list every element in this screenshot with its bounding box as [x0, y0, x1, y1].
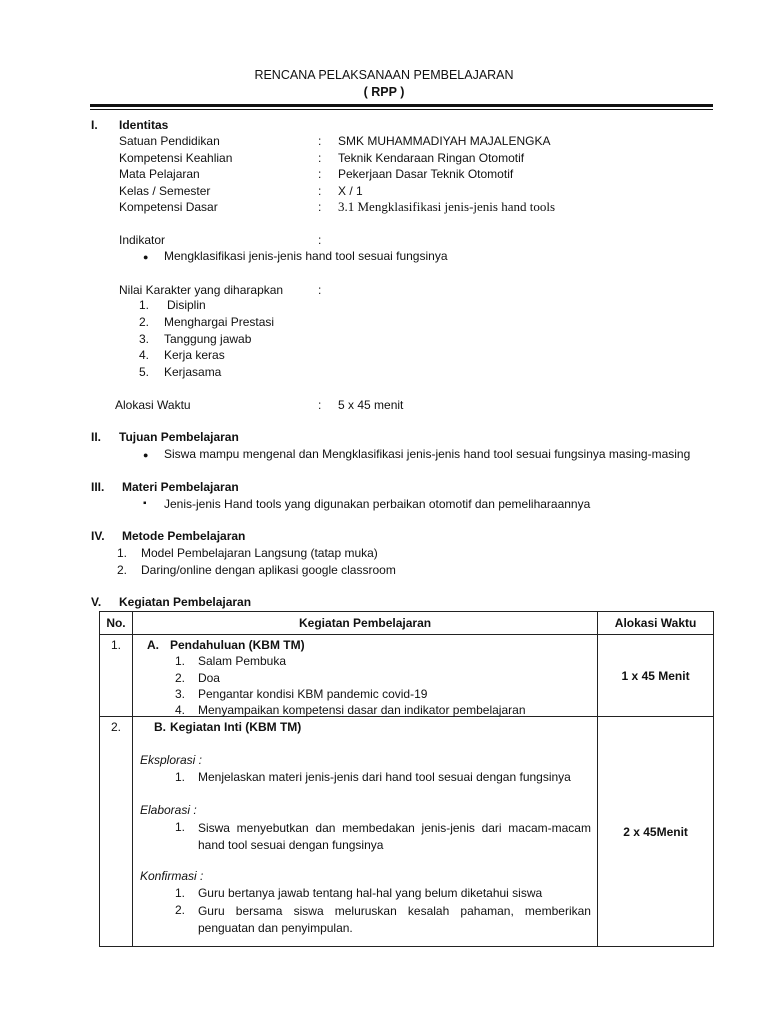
list-number: 3. — [139, 332, 150, 346]
document-subtitle: ( RPP ) — [363, 85, 405, 99]
list-item: Doa — [197, 671, 220, 685]
row-number-cell — [100, 635, 133, 717]
section-title: Pendahuluan (KBM TM) — [169, 638, 305, 652]
identitas-label: Kelas / Semester — [119, 184, 211, 198]
section-title: Kegiatan Inti (KBM TM) — [169, 720, 302, 734]
identitas-separator: : — [318, 200, 322, 214]
section-number: III. — [91, 480, 105, 494]
list-number: 5. — [139, 365, 150, 379]
section-heading-kegiatan: Kegiatan Pembelajaran — [119, 595, 252, 609]
table-row — [100, 635, 714, 717]
identitas-separator: : — [318, 134, 322, 148]
identitas-value: Teknik Kendaraan Ringan Otomotif — [338, 151, 525, 165]
identitas-value: SMK MUHAMMADIYAH MAJALENGKA — [338, 134, 551, 148]
section-letter: B. — [153, 720, 166, 734]
section-heading-identitas: Identitas — [119, 118, 169, 132]
list-number: 1. — [174, 654, 185, 668]
identitas-label: Kompetensi Dasar — [119, 200, 218, 214]
document-title: RENCANA PELAKSANAAN PEMBELAJARAN — [254, 68, 514, 82]
list-item: Menyampaikan kompetensi dasar dan indikator pembelajaran — [197, 703, 526, 717]
metode-item: Model Pembelajaran Langsung (tatap muka) — [141, 546, 378, 560]
section-number: IV. — [91, 529, 105, 543]
karakter-item: Tanggung jawab — [164, 332, 252, 346]
karakter-item: Menghargai Prestasi — [164, 315, 275, 329]
identitas-separator: : — [318, 184, 322, 198]
list-number: 2. — [139, 315, 150, 329]
column-header-kegiatan: Kegiatan Pembelajaran — [132, 612, 597, 635]
section-number: II. — [91, 430, 102, 444]
bullet-icon: ● — [143, 252, 149, 262]
activity-cell — [132, 635, 597, 717]
eksplorasi-label: Eksplorasi : — [139, 753, 202, 767]
indikator-item: Mengklasifikasi jenis-jenis hand tool sesuai fungsinya — [164, 249, 448, 263]
identitas-value: X / 1 — [338, 184, 363, 198]
list-number: 2. — [174, 903, 185, 917]
indikator-separator: : — [318, 233, 322, 247]
identitas-label: Mata Pelajaran — [119, 167, 200, 181]
list-item: Menjelaskan materi jenis-jenis dari hand tool sesuai dengan fungsinya — [197, 770, 571, 784]
karakter-label: Nilai Karakter yang diharapkan — [119, 283, 284, 297]
identitas-value: 3.1 Mengklasifikasi jenis-jenis hand tools — [338, 199, 556, 214]
metode-item: Daring/online dengan aplikasi google classroom — [141, 563, 396, 577]
list-number: 3. — [174, 687, 185, 701]
activity-cell — [132, 717, 597, 947]
section-number: I. — [91, 118, 98, 132]
identitas-separator: : — [318, 167, 322, 181]
identitas-label: Kompetensi Keahlian — [119, 151, 233, 165]
list-number: 2. — [117, 563, 128, 577]
list-number: 1. — [174, 820, 185, 834]
square-bullet-icon: ▪ — [143, 498, 147, 509]
section-number: V. — [91, 595, 102, 609]
alokasi-value: 5 x 45 menit — [338, 398, 404, 412]
karakter-item: Disiplin — [167, 298, 206, 312]
activity-content — [133, 717, 597, 946]
section-heading-tujuan: Tujuan Pembelajaran — [119, 430, 239, 444]
alokasi-cell — [598, 635, 714, 717]
row-number: 2. — [110, 720, 121, 734]
list-number: 4. — [139, 348, 150, 362]
list-item: Pengantar kondisi KBM pandemic covid-19 — [197, 687, 428, 701]
list-item: Guru bertanya jawab tentang hal-hal yang belum diketahui siswa — [197, 886, 543, 900]
title-rule-thin — [90, 109, 713, 110]
section-heading-materi: Materi Pembelajaran — [122, 480, 239, 494]
elaborasi-label: Elaborasi : — [139, 803, 197, 817]
list-number: 2. — [174, 671, 185, 685]
indikator-label: Indikator — [119, 233, 166, 247]
activity-content — [133, 635, 597, 716]
alokasi-waktu-value: 2 x 45Menit — [623, 824, 688, 839]
identitas-label: Satuan Pendidikan — [119, 134, 220, 148]
karakter-item: Kerjasama — [164, 365, 222, 379]
kegiatan-table — [99, 611, 714, 947]
bullet-icon: ● — [143, 450, 149, 460]
list-item: Salam Pembuka — [197, 654, 287, 668]
table-header-row — [100, 612, 714, 635]
section-letter: A. — [146, 638, 159, 652]
alokasi-cell — [598, 717, 714, 947]
list-number: 4. — [174, 703, 185, 717]
table-row — [100, 717, 714, 947]
column-header-no: No. — [100, 612, 133, 635]
section-heading-metode: Metode Pembelajaran — [122, 529, 246, 543]
title-rule-thick — [90, 104, 713, 107]
materi-item: Jenis-jenis Hand tools yang digunakan perbaikan otomotif dan pemeliharaannya — [164, 497, 591, 511]
identitas-value: Pekerjaan Dasar Teknik Otomotif — [338, 167, 514, 181]
karakter-separator: : — [318, 283, 322, 297]
list-item: Guru bersama siswa meluruskan kesalah pahaman, memberikan penguatan dan penyimpulan. — [197, 904, 591, 935]
list-number: 1. — [174, 770, 185, 784]
karakter-item: Kerja keras — [164, 348, 225, 362]
list-number: 1. — [174, 886, 185, 900]
alokasi-separator: : — [318, 398, 322, 412]
identitas-separator: : — [318, 151, 322, 165]
column-header-alokasi: Alokasi Waktu — [598, 612, 714, 635]
alokasi-waktu-value: 1 x 45 Menit — [621, 668, 690, 683]
list-number: 1. — [117, 546, 128, 560]
tujuan-item: Siswa mampu mengenal dan Mengklasifikasi jenis-jenis hand tool sesuai fungsinya masing-masing — [164, 447, 691, 461]
konfirmasi-label: Konfirmasi : — [139, 869, 204, 883]
row-number: 1. — [110, 638, 121, 652]
alokasi-label: Alokasi Waktu — [115, 398, 191, 412]
list-item: Siswa menyebutkan dan membedakan jenis-jenis dari macam-macam hand tool sesuai dengan fungsinya — [197, 821, 591, 852]
list-number: 1. — [139, 298, 150, 312]
row-number-cell — [100, 717, 133, 947]
